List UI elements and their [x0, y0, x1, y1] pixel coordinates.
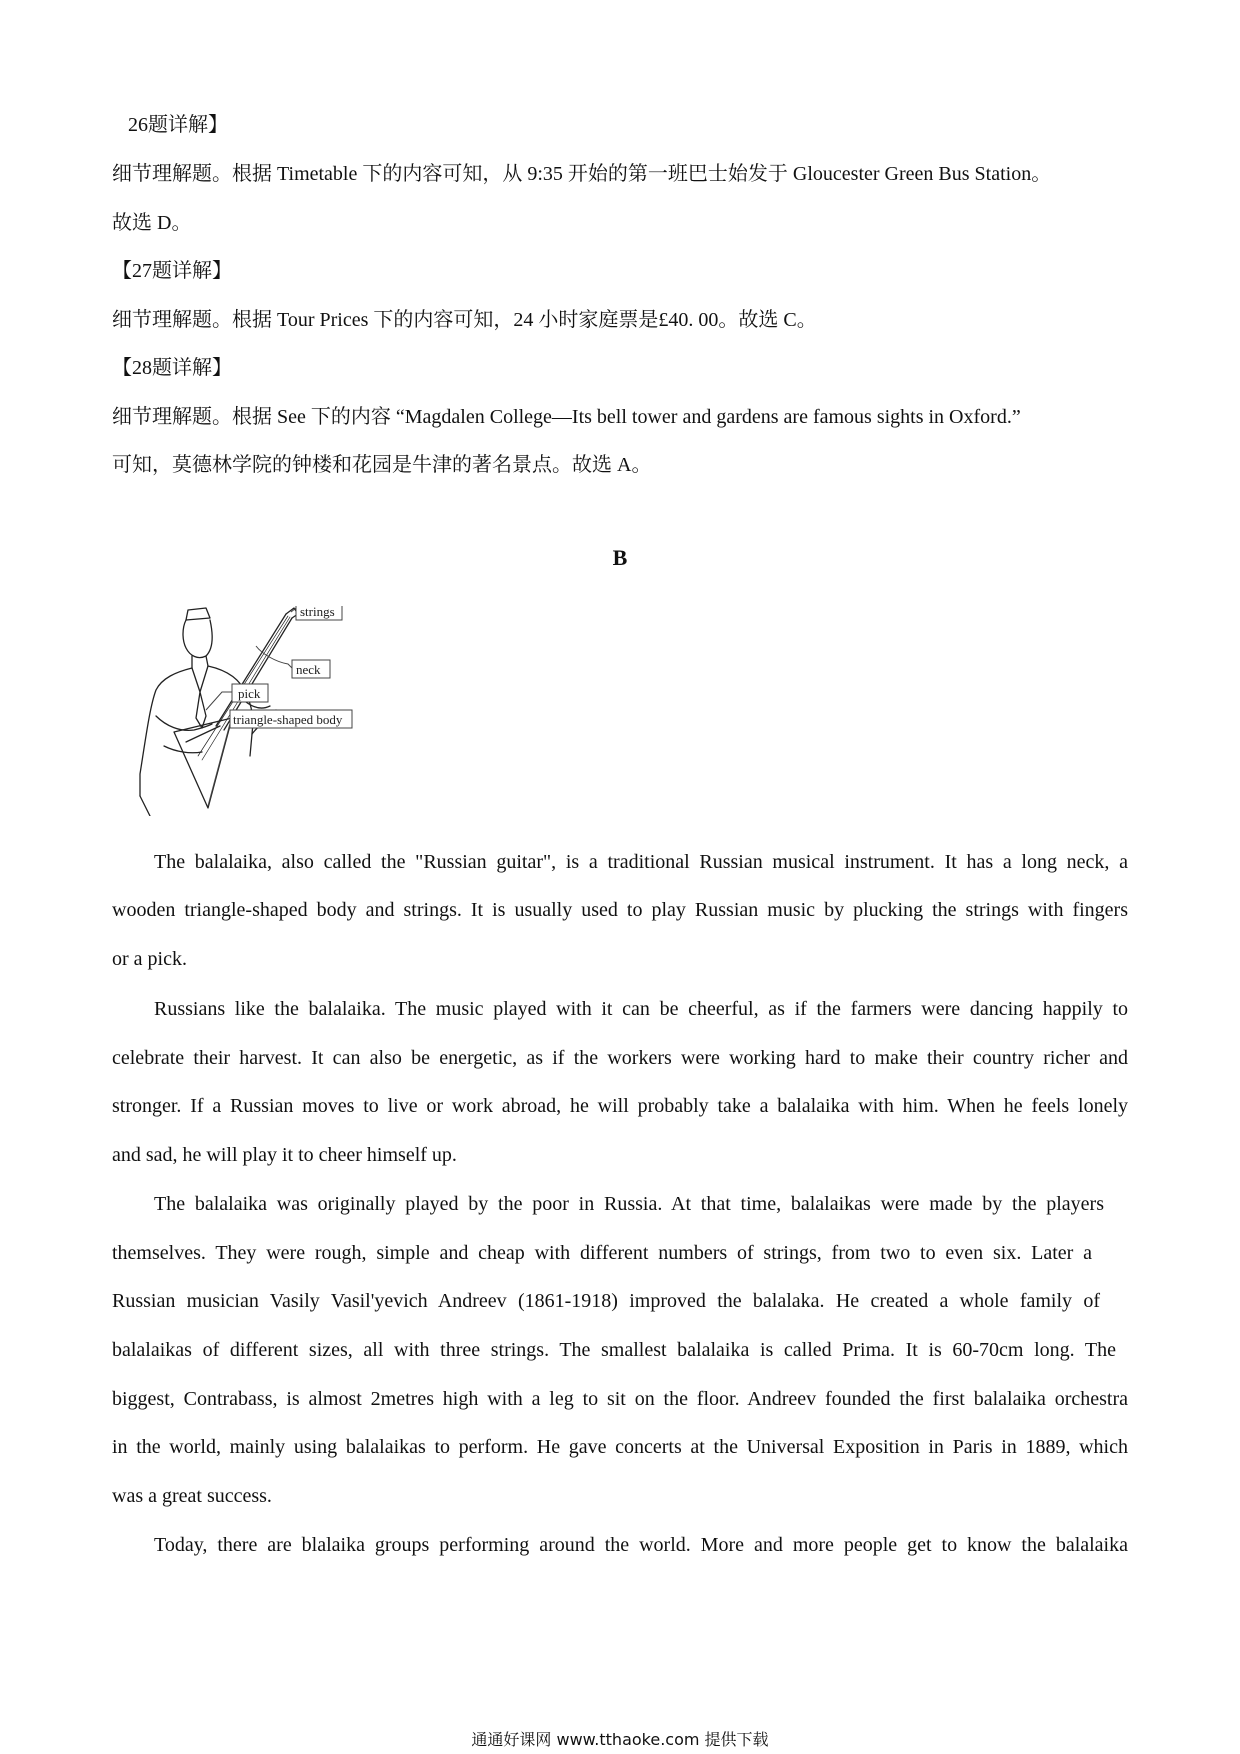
section-title: B — [612, 545, 628, 570]
q26-line-2: 故选 D。 — [112, 212, 192, 234]
p1-line-2: wooden triangle-shaped body and strings. It is usually used to play Russian music by plucking the strings with fingers — [112, 899, 1128, 921]
q27-line-1: 细节理解题。根据 Tour Prices 下的内容可知，24 小时家庭票是£40. 00。故选 C。 — [112, 309, 817, 331]
balalaika-illustration — [136, 606, 406, 816]
balalaika-body-shape — [174, 718, 232, 808]
p2-line-1: Russians like the balalaika. The music played with it can be cheerful, as if the farmers were dancing happily to — [154, 998, 1128, 1020]
label-neck: neck — [296, 662, 321, 677]
q26-header: 26题详解】 — [128, 114, 228, 136]
p3-line-2: themselves. They were rough, simple and cheap with different numbers of strings, from two to even six. Later a — [112, 1242, 1092, 1264]
p3-line-4: balalaikas of different sizes, all with three strings. The smallest balalaika is called Prima. It is 60-70cm long. The — [112, 1339, 1116, 1361]
p2-line-2: celebrate their harvest. It can also be energetic, as if the workers were working hard to make their country richer and — [112, 1047, 1128, 1069]
footer-text: 通通好课网 www.tthaoke.com 提供下载 — [471, 1730, 769, 1749]
label-pick: pick — [238, 686, 261, 701]
jacket-shape — [140, 668, 192, 796]
q28-line-2: 可知，莫德林学院的钟楼和花园是牛津的著名景点。故选 A。 — [112, 454, 652, 476]
q26-line-1: 细节理解题。根据 Timetable 下的内容可知，从 9:35 开始的第一班巴士始发于 Gloucester Green Bus Station。 — [112, 163, 1052, 185]
p1-line-1: The balalaika, also called the "Russian guitar", is a traditional Russian musical instrument. It has a long neck, a — [154, 851, 1128, 873]
p1-line-3: or a pick. — [112, 948, 187, 970]
p3-line-3: Russian musician Vasily Vasil'yevich Andreev (1861-1918) improved the balalaka. He created a whole family of — [112, 1290, 1100, 1312]
q28-header: 【28题详解】 — [112, 357, 232, 379]
q28-line-1: 细节理解题。根据 See 下的内容 “Magdalen College—Its bell tower and gardens are famous sights in Oxford.” — [112, 406, 1021, 428]
hat-shape — [186, 608, 210, 620]
p3-line-1: The balalaika was originally played by the poor in Russia. At that time, balalaikas were made by the players — [154, 1193, 1104, 1215]
head-shape — [183, 620, 212, 658]
q27-header: 【27题详解】 — [112, 260, 232, 282]
p3-line-6: in the world, mainly using balalaikas to perform. He gave concerts at the Universal Exposition in Paris in 1889, which — [112, 1436, 1128, 1458]
p3-line-7: was a great success. — [112, 1485, 272, 1507]
p2-line-4: and sad, he will play it to cheer himself up. — [112, 1144, 457, 1166]
label-strings: strings — [300, 606, 335, 619]
p4-line-1: Today, there are blalaika groups performing around the world. More and more people get to know the balalaika — [154, 1534, 1128, 1556]
p3-line-5: biggest, Contrabass, is almost 2metres high with a leg to sit on the floor. Andreev founded the first balalaika orchestra — [112, 1388, 1128, 1410]
label-body: triangle-shaped body — [233, 712, 343, 727]
p2-line-3: stronger. If a Russian moves to live or work abroad, he will probably take a balalaika with him. When he feels lonely — [112, 1095, 1128, 1117]
